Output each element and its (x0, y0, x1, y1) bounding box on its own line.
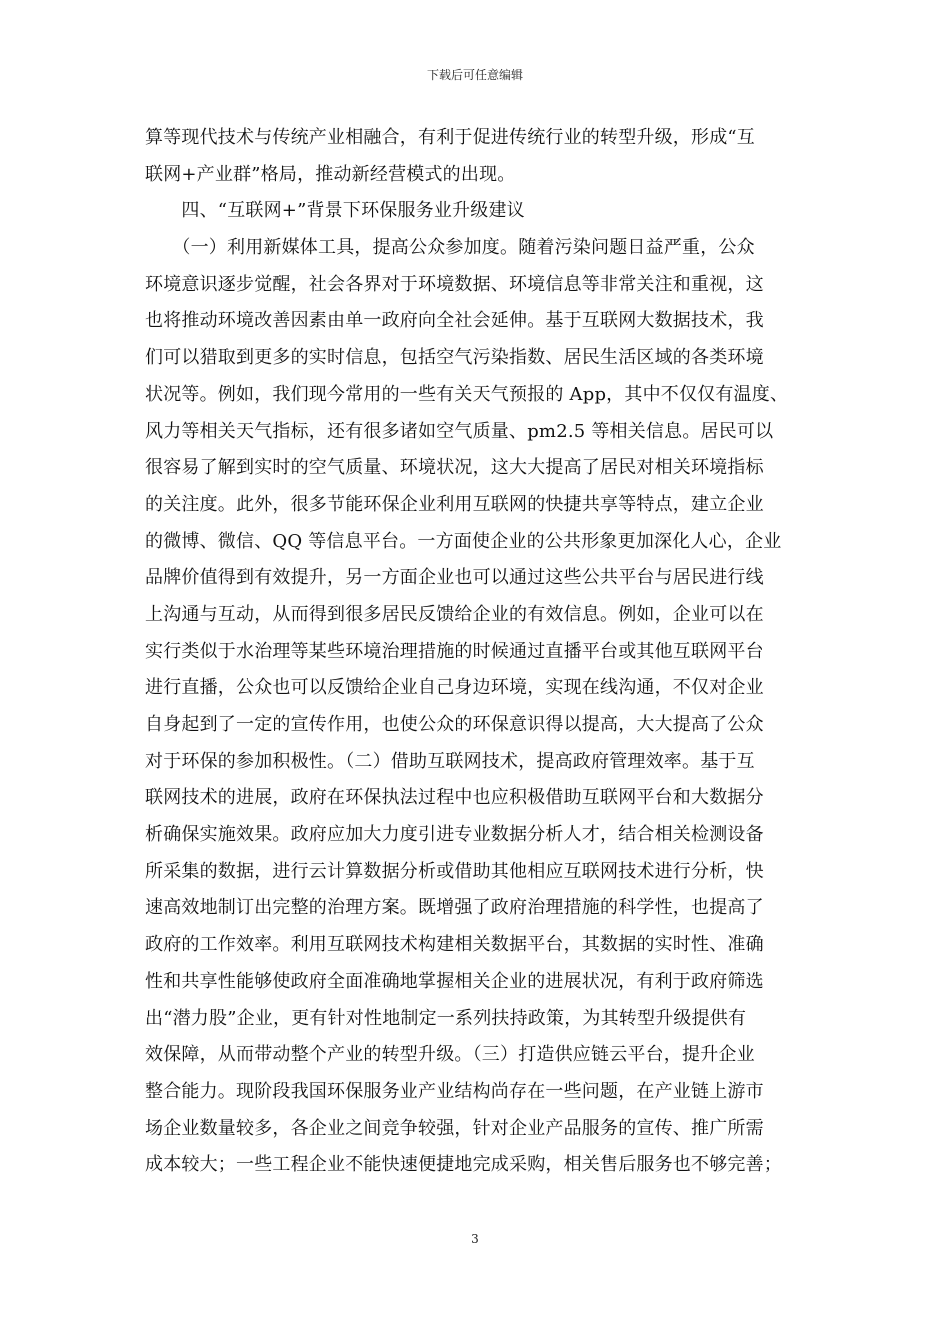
text-line: 进行直播，公众也可以反馈给企业自己身边环境，实现在线沟通，不仅对企业 (145, 677, 764, 699)
page-number: 3 (471, 1232, 479, 1246)
text-line: 品牌价值得到有效提升，另一方面企业也可以通过这些公共平台与居民进行线 (145, 567, 764, 589)
text-line: 们可以猎取到更多的实时信息，包括空气污染指数、居民生活区域的各类环境 (145, 347, 764, 369)
text-line: 所采集的数据，进行云计算数据分析或借助其他相应互联网技术进行分析，快 (145, 860, 764, 882)
text-line: 联网技术的进展，政府在环保执法过程中也应积极借助互联网平台和大数据分 (145, 787, 764, 809)
text-line: 算等现代技术与传统产业相融合，有利于促进传统行业的转型升级，形成“互 (145, 127, 755, 148)
text-line: 性和共享性能够使政府全面准确地掌握相关企业的进展状况，有利于政府筛选 (145, 970, 764, 992)
text-line: 很容易了解到实时的空气质量、环境状况，这大大提高了居民对相关环境指标 (145, 457, 764, 479)
text-line: 成本较大；一些工程企业不能快速便捷地完成采购，相关售后服务也不够完善； (145, 1154, 782, 1176)
text-line: 也将推动环境改善因素由单一政府向全社会延伸。基于互联网大数据技术，我 (145, 310, 764, 332)
text-line: 的关注度。此外，很多节能环保企业利用互联网的快捷共享等特点，建立企业 (145, 493, 764, 515)
text-line: 四、“互联网+”背景下环保服务业升级建议 (145, 200, 525, 222)
text-line: 政府的工作效率。利用互联网技术构建相关数据平台，其数据的实时性、准确 (145, 934, 764, 956)
page-header: 下载后可任意编辑 (426, 68, 523, 82)
text-line: 上沟通与互动，从而得到很多居民反馈给企业的有效信息。例如，企业可以在 (145, 603, 764, 625)
text-line: 实行类似于水治理等某些环境治理措施的时候通过直播平台或其他互联网平台 (145, 640, 764, 662)
text-line: 对于环保的参加积极性。（二）借助互联网技术，提高政府管理效率。基于互 (145, 750, 755, 772)
text-line: 状况等。例如，我们现今常用的一些有关天气预报的 App，其中不仅仅有温度、 (145, 383, 789, 405)
text-line: （一）利用新媒体工具，提高公众参加度。随着污染问题日益严重，公众 (145, 237, 755, 259)
text-line: 场企业数量较多，各企业之间竞争较强，针对企业产品服务的宣传、推广所需 (145, 1117, 764, 1139)
text-line: 出“潜力股”企业，更有针对性地制定一系列扶持政策，为其转型升级提供有 (145, 1007, 747, 1029)
text-line: 析确保实施效果。政府应加大力度引进专业数据分析人才，结合相关检测设备 (145, 824, 764, 846)
text-line: 自身起到了一定的宣传作用，也使公众的环保意识得以提高，大大提高了公众 (145, 714, 764, 735)
text-line: 整合能力。现阶段我国环保服务业产业结构尚存在一些问题，在产业链上游市 (145, 1080, 764, 1102)
text-line: 速高效地制订出完整的治理方案。既增强了政府治理措施的科学性，也提高了 (145, 897, 764, 919)
text-line: 环境意识逐步觉醒，社会各界对于环境数据、环境信息等非常关注和重视，这 (145, 273, 764, 295)
text-line: 效保障，从而带动整个产业的转型升级。（三）打造供应链云平台，提升企业 (145, 1044, 755, 1066)
body-text (145, 120, 807, 1184)
text-line: 风力等相关天气指标，还有很多诸如空气质量、pm2.5 等相关信息。居民可以 (145, 420, 774, 442)
text-line: 联网+产业群”格局，推动新经营模式的出现。 (145, 163, 516, 185)
text-line: 的微博、微信、QQ 等信息平台。一方面使企业的公共形象更加深化人心，企业 (145, 530, 782, 552)
